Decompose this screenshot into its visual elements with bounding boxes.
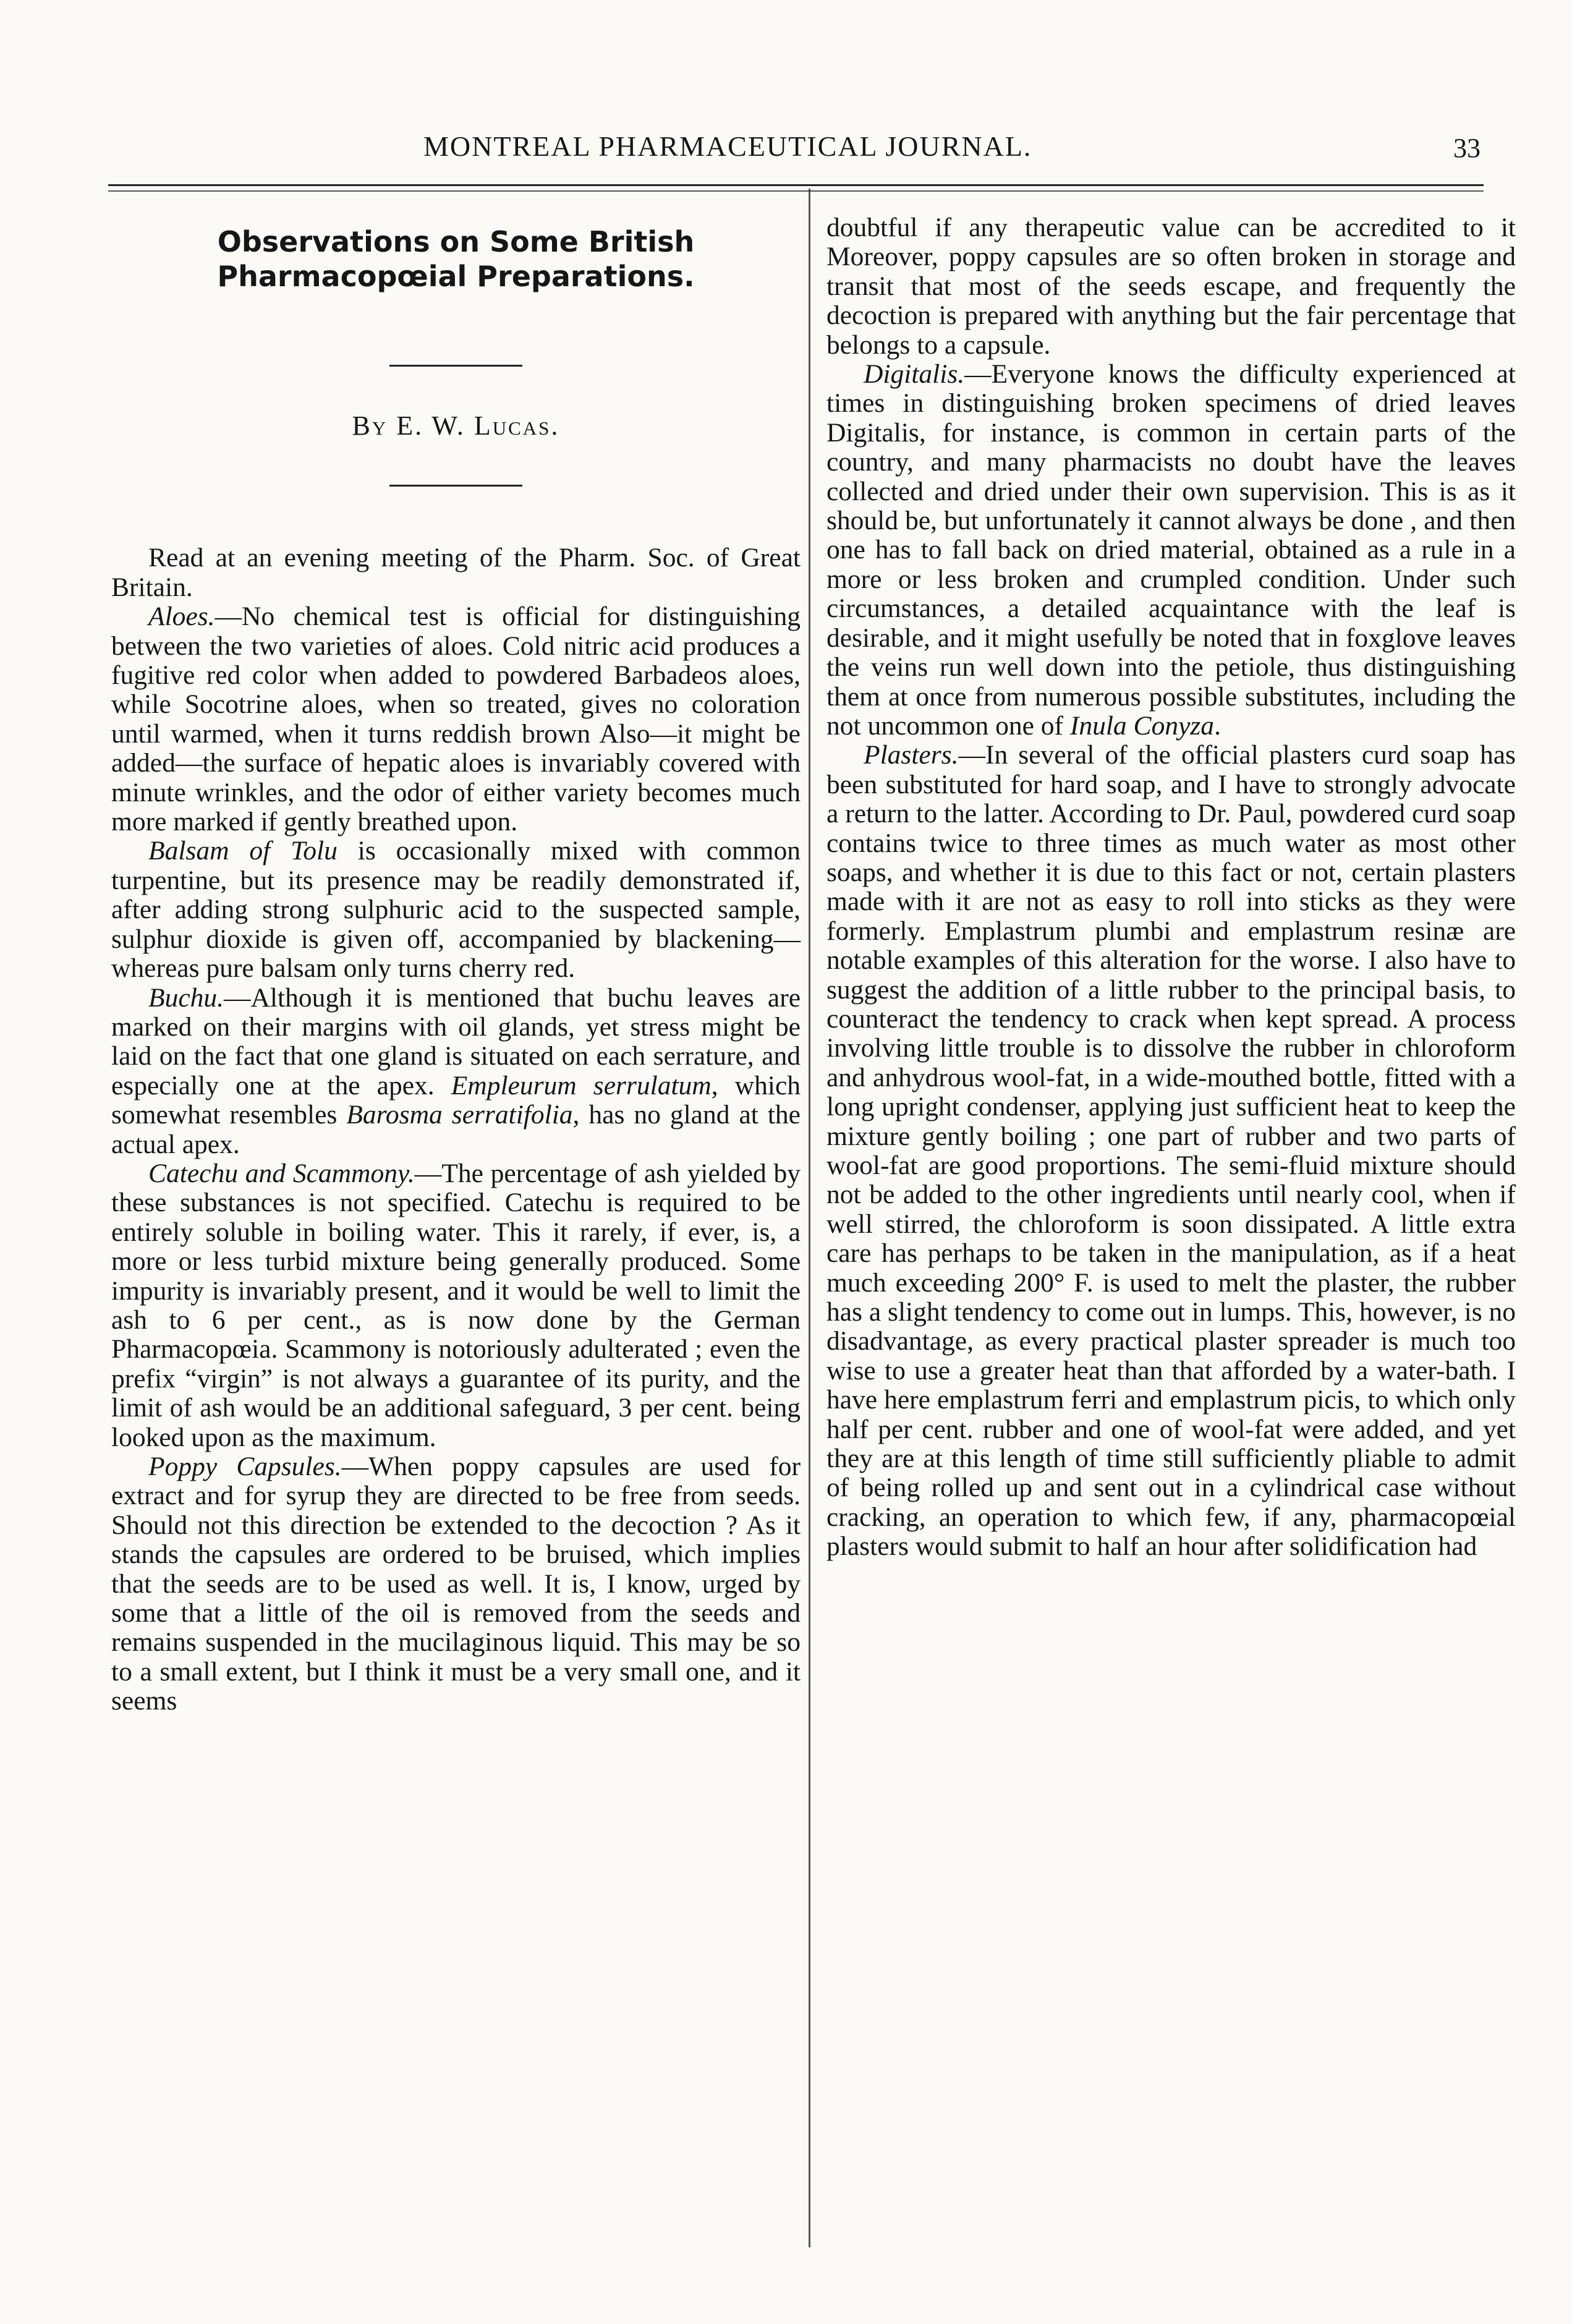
poppy-heading: Poppy Capsules. — [148, 1452, 342, 1481]
digitalis-text-2: . — [1214, 710, 1221, 741]
intro-text: Read at an evening meeting of the Pharm. Soc. of Great Britain. — [111, 543, 801, 602]
page-number: 33 — [1453, 133, 1481, 163]
tolu-paragraph — [111, 836, 801, 983]
aloes-paragraph — [111, 602, 801, 836]
article-title: Observations on Some British Pharmacopœial Preparations. — [217, 225, 695, 293]
buchu-species-2: Barosma serratifolia — [346, 1100, 573, 1130]
plasters-heading: Plasters. — [864, 740, 959, 770]
column-divider — [809, 189, 810, 2247]
running-header — [108, 130, 1481, 179]
aloes-heading: Aloes. — [148, 602, 215, 632]
header-rule-thin — [108, 190, 1484, 192]
buchu-heading: Buchu. — [148, 982, 224, 1013]
buchu-species-1: Empleurum serrulatum — [451, 1070, 712, 1100]
digitalis-paragraph — [826, 360, 1516, 741]
buchu-text-2: , which somewhat resembles — [111, 1070, 801, 1130]
poppy-continued-paragraph — [826, 213, 1516, 360]
header-rule — [108, 184, 1484, 186]
digitalis-text-1: —Everyone knows the difficulty experienced at times in distinguishing broken specimens of dried leaves Digitalis, for instance, is common in certain parts of the country, and many pharmacists no doubt have the leaves collected and dried under their own supervision. This is as it should be, but unfortunately it cannot always be done , and then one has to fall back on dried material, obtained as a rule in a more or less broken and crumpled condition. Under such circumstances, a detailed acquaintance with the leaf is desirable, and it might usefully be noted that in foxglove leaves the veins run well down into the petiole, thus distinguishing them at once from numerous possible substitutes, including the not uncommon one of — [826, 359, 1516, 741]
intro-paragraph — [111, 543, 801, 602]
buchu-paragraph — [111, 984, 801, 1159]
catechu-heading: Catechu and Scammony. — [148, 1158, 415, 1188]
plasters-text: —In several of the official plasters curd soap has been substituted for hard soap, and I have to strongly advocate a return to the latter. According to Dr. Paul, powdered curd soap contains twice to three times as much water as most other soaps, and whether it is due to this fact or not, certain plasters made with it are not as easy to roll into sticks as they were formerly. Emplastrum plumbi and emplastrum resinæ are notable examples of this alteration for the worse. I also have to suggest the addition of a little rubber to the principal basis, to counteract the tendency to crack when kept spread. A process involving little trouble is to dissolve the rubber in chloroform and anhydrous wool-fat, in a wide-mouthed bottle, fitted with a long upright condenser, applying just sufficient heat to keep the mixture gently boiling ; one part of rubber and two parts of wool-fat are good proportions. The semi-fluid mixture should not be added to the other ingredients until nearly cool, when if well stirred, the chloroform is soon dissipated. A little extra care has perhaps to be taken in the manipulation, as if a heat much exceeding 200° F. is used to melt the plaster, the rubber has a slight tendency to come out in lumps. This, however, is no disadvantage, as every practical plaster spreader is much too wise to use a greater heat than that afforded by a water-bath. I have here emplastrum ferri and emplastrum picis, to which only half per cent. rubber and one of wool-fat were added, and yet they are at this length of time still sufficiently pliable to admit of being rolled up and sent out in a cylindrical case without cracking, an operation to which few, if any, pharmacopœial plasters would submit to half an hour after solidification had — [826, 740, 1516, 1562]
poppy-continued-text: doubtful if any therapeutic value can be accredited to it Moreover, poppy capsules are so often broken in storage and transit that most of the seeds escape, and frequently the decoction is prepared with anything but the fair percentage that belongs to a capsule. — [826, 213, 1516, 360]
byline-rule — [389, 485, 522, 487]
catechu-paragraph — [111, 1159, 801, 1452]
byline: By E. W. Lucas. — [352, 411, 560, 441]
catechu-text: —The percentage of ash yielded by these substances is not specified. Catechu is required to be entirely soluble in boiling water. This it rarely, if ever, is, a more or less turbid mixture being generally produced. Some impurity is invariably present, and it would be well to limit the ash to 6 per cent., as is now done by the German Pharmacopœia. Scammony is notoriously adulterated ; even the prefix “virgin” is not always a guarantee of its purity, and the limit of ash would be an additional safeguard, 3 per cent. being looked upon as the maximum. — [111, 1158, 801, 1452]
tolu-heading: Balsam of Tolu — [148, 836, 338, 866]
title-rule — [389, 365, 522, 367]
running-title: MONTREAL PHARMACEUTICAL JOURNAL. — [423, 130, 1032, 162]
left-column — [111, 213, 801, 1716]
right-column — [826, 213, 1516, 1562]
plasters-paragraph — [826, 741, 1516, 1561]
tolu-text: is occasionally mixed with common turpentine, but its presence may be readily demonstrated if, after adding strong sulphuric acid to the suspected sample, sulphur dioxide is given off, accompanied by blackening—whereas pure balsam only turns cherry red. — [111, 836, 801, 984]
digitalis-species: Inula Conyza — [1069, 710, 1215, 741]
poppy-text: —When poppy capsules are used for extract and for syrup they are directed to be free from seeds. Should not this direction be extended to the decoction ? As it stands the capsules are ordered to be bruised, which implies that the seeds are to be used as well. It is, I know, urged by some that a little of the oil is removed from the seeds and remains suspended in the mucilaginous liquid. This may be so to a small extent, but I think it must be a very small one, and it seems — [111, 1452, 801, 1716]
digitalis-heading: Digitalis. — [864, 359, 965, 389]
buchu-text-3: , has no gland at the actual apex. — [111, 1100, 801, 1159]
poppy-paragraph — [111, 1452, 801, 1716]
aloes-text: —No chemical test is official for distinguishing between the two varieties of aloes. Cold nitric acid produces a fugitive red color when added to powdered Barbadeos aloes, while Socotrine aloes, when so treated, gives no coloration until warmed, when it turns reddish brown Also—it might be added—the surface of hepatic aloes is invariably covered with minute wrinkles, and the odor of either variety becomes much more marked if gently breathed upon. — [111, 602, 801, 837]
buchu-text-1: —Although it is mentioned that buchu leaves are marked on their margins with oil glands, yet stress might be laid on the fact that one gland is situated on each serrature, and especially one at the apex. — [111, 982, 801, 1100]
